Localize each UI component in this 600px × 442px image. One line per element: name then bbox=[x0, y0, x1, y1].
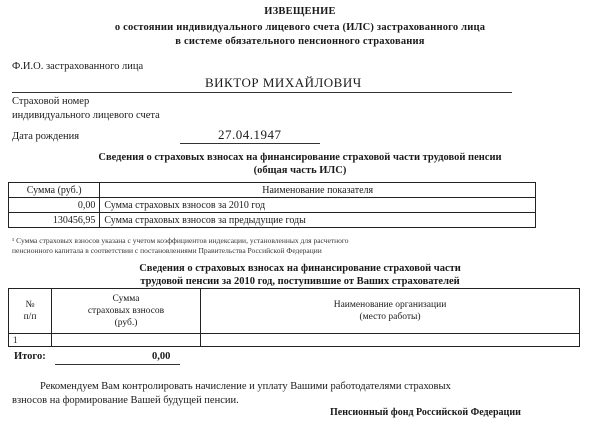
notice-subtitle-2: в системе обязательного пенсионного страхования bbox=[175, 36, 425, 47]
insurance-number-label-2: индивидуального лицевого счета bbox=[12, 110, 160, 121]
section2-subtitle: трудовой пенсии за 2010 год, поступившие от Ваших страхователей bbox=[140, 276, 460, 287]
birth-date-label: Дата рождения bbox=[12, 131, 80, 142]
col-number-line-1: № bbox=[25, 300, 35, 310]
table-header-row bbox=[9, 289, 580, 334]
row-name: Сумма страховых взносов за 2010 год bbox=[100, 198, 536, 213]
col-org-header bbox=[201, 289, 580, 334]
notice-subtitle-1: о состоянии индивидуального лицевого счета (ИЛС) застрахованного лица bbox=[114, 22, 486, 33]
table-header-row bbox=[9, 183, 536, 198]
section1-table bbox=[8, 182, 536, 228]
section1-title: Сведения о страховых взносах на финансирование страховой части трудовой пенсии bbox=[98, 152, 502, 163]
recommendation-line-2: взносов на формирование Вашей будущей пенсии. bbox=[12, 395, 239, 406]
col-amount-header: Сумма (руб.) bbox=[9, 183, 100, 198]
fio-underline bbox=[12, 92, 512, 93]
signature-pfr: Пенсионный фонд Российской Федерации bbox=[330, 407, 521, 418]
col-sum-line-3: (руб.) bbox=[114, 318, 138, 328]
footnote-line-2: пенсионного капитала в соответствии с постановлениями Правительства Российской Федерации bbox=[12, 246, 322, 255]
row-sum bbox=[52, 334, 201, 347]
fio-label: Ф.И.О. застрахованного лица bbox=[12, 61, 144, 72]
col-number-header bbox=[9, 289, 52, 334]
col-sum-line-2: страховых взносов bbox=[87, 306, 165, 316]
row-org bbox=[201, 334, 580, 347]
row-amount: 0,00 bbox=[9, 198, 100, 213]
col-name-header: Наименование показателя bbox=[100, 183, 536, 198]
footnote-line-1: ¹ Сумма страховых взносов указана с учетом коэффициентов индексации, установленных для расчетного bbox=[12, 236, 349, 245]
section1-subtitle: (общая часть ИЛС) bbox=[253, 165, 347, 176]
insurance-number-label-1: Страховой номер bbox=[12, 96, 90, 107]
row-name: Сумма страховых взносов за предыдущие годы bbox=[100, 213, 536, 228]
birth-date-value: 27.04.1947 bbox=[218, 127, 282, 142]
row-number: 1 bbox=[9, 334, 52, 347]
table-row bbox=[9, 334, 580, 347]
col-org-line-2: (место работы) bbox=[359, 312, 421, 322]
total-underline bbox=[55, 364, 180, 365]
section2-table bbox=[8, 288, 580, 347]
col-sum-header bbox=[52, 289, 201, 334]
col-org-line-1: Наименование организации bbox=[333, 300, 447, 310]
col-number-line-2: п/п bbox=[23, 312, 37, 322]
birth-date-underline bbox=[180, 143, 320, 144]
fio-value: ВИКТОР МИХАЙЛОВИЧ bbox=[205, 75, 362, 90]
table-row bbox=[9, 198, 536, 213]
notice-title: ИЗВЕЩЕНИЕ bbox=[264, 6, 336, 17]
total-value: 0,00 bbox=[152, 351, 171, 362]
section2-title: Сведения о страховых взносах на финансирование страховой части bbox=[139, 263, 461, 274]
col-sum-line-1: Сумма bbox=[112, 294, 140, 304]
table-row bbox=[9, 213, 536, 228]
total-label: Итого: bbox=[14, 351, 46, 362]
row-amount: 130456,95 bbox=[9, 213, 100, 228]
recommendation-line-1: Рекомендуем Вам контролировать начисление и уплату Вашими работодателями страховых bbox=[40, 381, 451, 392]
